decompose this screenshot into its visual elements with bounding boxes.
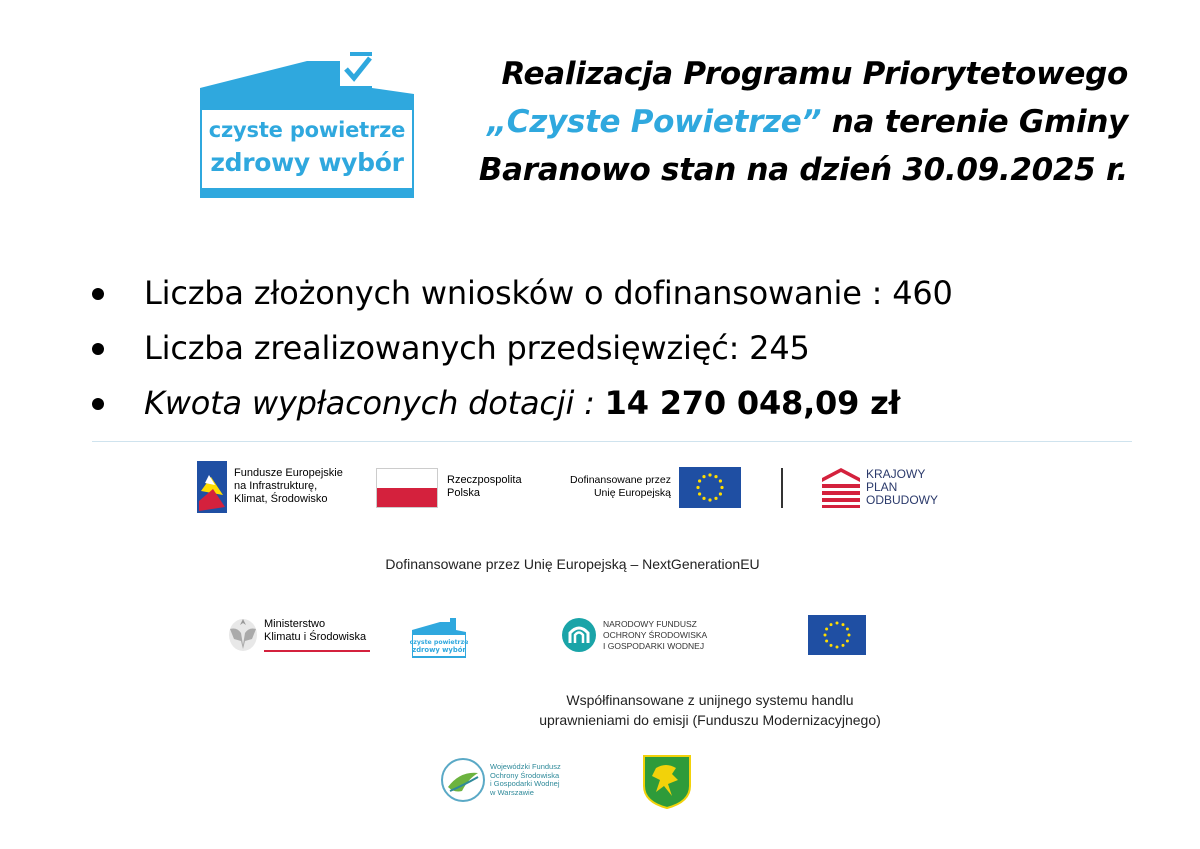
program-name: „Czyste Powietrze” <box>487 104 822 140</box>
page-title <box>428 50 1128 194</box>
list-item <box>88 376 953 431</box>
applications-count: Liczba złożonych wniosków o dofinansowanie : 460 <box>144 274 953 312</box>
kpo-text: KRAJOWY PLAN ODBUDOWY <box>866 467 938 507</box>
fundusze-europejskie-icon <box>197 461 227 513</box>
coat-of-arms-icon <box>642 754 692 810</box>
eu-funded-text: Dofinansowane przez Unię Europejską <box>570 474 671 499</box>
title-line1: Realizacja Programu Priorytetowego <box>501 56 1128 92</box>
list-item <box>88 321 953 376</box>
bullet-icon <box>92 343 104 355</box>
vertical-divider <box>781 468 783 508</box>
eu-flag-icon <box>808 615 866 655</box>
partner-logos-row <box>0 610 1200 660</box>
czyste-powietrze-small-logo <box>410 618 468 658</box>
czyste-powietrze-logo <box>200 52 414 198</box>
projects-count: Liczba zrealizowanych przedsięwzięć: 245 <box>144 329 810 367</box>
subsidy-label: Kwota wypłaconych dotacji : <box>144 384 605 422</box>
fe-text: Fundusze Europejskie na Infrastrukturę, Klimat, Środowisko <box>234 467 343 505</box>
logo-text-line1: czyste powietrze <box>208 118 406 142</box>
ministry-text: Ministerstwo Klimatu i Środowiska <box>264 618 367 643</box>
title-line3: Baranowo stan na dzień 30.09.2025 r. <box>478 152 1128 188</box>
title-line2 <box>428 98 1128 146</box>
funding-logos-strip <box>0 458 1200 518</box>
poland-flag-icon <box>376 468 438 508</box>
wfosigw-text: Wojewódzki Fundusz Ochrony Środowiska i Gospodarki Wodnej w Warszawie <box>490 762 561 797</box>
title-line2-rest: na terenie Gminy <box>821 104 1128 140</box>
subsidy-amount: 14 270 048,09 zł <box>604 384 901 422</box>
wfosigw-icon <box>440 757 486 803</box>
modernization-fund-text: Współfinansowane z unijnego systemu handlu uprawnieniami do emisji (Funduszu Modernizacyjnego) <box>539 692 881 728</box>
nextgenerationeu-text: Dofinansowane przez Unię Europejską – NextGenerationEU <box>385 556 760 572</box>
ministry-underline <box>264 650 370 652</box>
divider <box>92 441 1132 442</box>
nfosigw-icon <box>561 615 597 655</box>
eu-flag-icon <box>679 467 741 508</box>
kpo-icon <box>822 468 860 508</box>
bullet-icon <box>92 288 104 300</box>
pl-text: Rzeczpospolita Polska <box>447 474 522 499</box>
polish-eagle-icon <box>227 615 259 653</box>
stats-list <box>88 266 953 431</box>
list-item <box>88 266 953 321</box>
logo-text-line2: zdrowy wybór <box>210 148 404 177</box>
bullet-icon <box>92 398 104 410</box>
cp-small-line2: zdrowy wybór <box>412 646 466 654</box>
nfosigw-text: NARODOWY FUNDUSZ OCHRONY ŚRODOWISKA I GOSPODARKI WODNEJ <box>603 619 708 651</box>
cp-small-line1: czyste powietrze <box>410 639 468 646</box>
